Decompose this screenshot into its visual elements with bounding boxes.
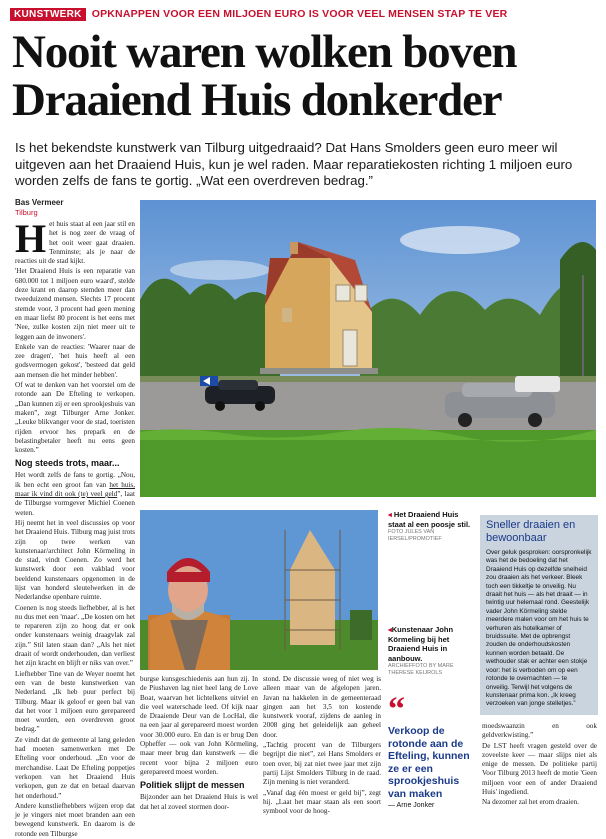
paragraph	[15, 471, 135, 517]
caption-arrow: ◂	[388, 510, 392, 519]
paragraph: stond. De discussie weeg of niet weg is alleen maar van de afgelopen jaren. Javan na hakkelen in de gemeenteraad gingen aan het 3,5 ton kostende kunstwerk vooraf, zijdens de aanleg in 2008 ging het geleidelijk aan geheel door.	[263, 675, 381, 739]
paragraph: Andere kunstliefhebbers wijzen erop dat je je vingers niet moet branden aan een bewegend kunstwerk. En daarom is de rotonde een Tilburgse	[15, 801, 135, 838]
intro-line-1: Is het bekendste kunstwerk van Tilburg uitgedraaid? Dat Hans Smolders geen euro meer wil	[15, 140, 558, 155]
headline	[12, 28, 602, 124]
byline-place: Tilburg	[15, 208, 38, 217]
paragraph: Na dezomer zal het erom draaien.	[482, 798, 579, 807]
column-4	[482, 722, 597, 832]
sidebar-title: Sneller draaien en bewoonbaar	[486, 519, 576, 544]
paragraph: 'Het Draaiend Huis is een reparatie van 680.000 tot 1 miljoen euro waard', stelde deze krant en daarop stemden meer dan tweeduizend mensen. Slechts 17 procent stemde voor, 3 procent had geen mening en maar liefst 80 procent is het eens met 'Nee, zulke kosten zijn niet meer uit te leggen aan de inwoners'.	[15, 267, 135, 341]
subheading: Nog steeds trots, maar...	[15, 458, 120, 469]
caption-text: Het Draaiend Huis staat al een poosje stil.	[388, 510, 471, 529]
column-2	[140, 675, 258, 833]
pull-quote	[388, 691, 480, 809]
paragraph: Enkele van de reacties: 'Waarer naar de zee dragen', 'het huis heeft al een godsvermogen gekost', 'besteed dat geld aan mensen die het minder hebben'.	[15, 342, 135, 379]
sidebar-body: Over geluk gesproken: oorspronkelijk was het de bedoeling dat het Draaiend Huis op dezelfde snelheid zou draaien als het verkeer. Bleek toch een tikkeltje te onveilig. Nu draait het huis — als het draait — in twintig uur helemaal rond. Geestelijk vader John Körmeling stelde meerdere malen voor om het huis te verhuren als hotelkamer of bruidssuite. Met de opbrengst zouden de onderhoudskosten kunnen worden betaald. De wethouder stak er achter een stokje voor: het is verboden om op een rotonde te overnachten — te onveilig. Terwijl het volgens de kunstenaar prima kon. „Ik kreeg verzoeken van jonge stelletjes.”	[486, 549, 592, 708]
paragraph: moedswaanzin en ook geldverkwisting.”	[482, 722, 597, 740]
kicker	[10, 6, 507, 22]
underlined-text: het huis, maar ik vind dit ook (te) veel geld	[15, 480, 136, 499]
intro-line-3: worden zelfs de fans te gortig. „Wat een overdreven bedrag.”	[15, 173, 373, 188]
main-photo	[140, 200, 596, 497]
draaiend-huis-photo	[140, 200, 596, 497]
quote-text: Verkoop de rotonde aan de Efteling, kunnen ze er een sprookjeshuis van maken	[388, 725, 470, 800]
photo-credit: FOTO JULES VAN IERSEL/PROMOTIEF	[388, 529, 442, 542]
column-1	[15, 216, 136, 838]
column-3	[263, 675, 381, 833]
paragraph: „Tachtig procent van de Tilburgers begrijpt die niet”, zei Hans Smolders er toen over, bij zat niet twee jaar met zijn partij Lijst Smolders Tilburg in de raad. Zijn mening is niet veranderd.	[263, 741, 381, 787]
paragraph: „Vanaf dag één moest er geld bij”, zegt hij. „Laat het maar staan als een soort symbool voor de hoog-	[263, 788, 381, 816]
artist-photo-image	[140, 510, 378, 670]
paragraph: Hij neemt het in veel discussies op voor het Draaiend Huis. Tilburg mag juist trots zijn op twee werken van kunstenaar/architect John Körmeling in de stad, vindt Coenen. Zo werd het kunstwerk door een vakblad voor beeldend kunstenaars opgenomen in de lijst van honderd sleutelwerken in de Nederlandse openbare ruimte.	[15, 518, 135, 602]
paragraph: burgse kunsgeschiedenis aan hun zij. In de Piushaven lag niet heel lang de Love Boat, waarvan het lichtelkens uitviel en die veel waterschade leed. Of kijk naar de Draaiende Deur van de LocHal, die na een jaar al gerepareerd moest worden voor 30.000 euro. En dan is er brug Den Opheffer — ook van John Körmeling, maar meer brug dan kunstwerk — die recent voor bijna 2 miljoen euro gerepareerd moest worden.	[140, 675, 258, 776]
caption-arrow: ◂	[388, 625, 392, 634]
paragraph: Bijzonder aan het Draaiend Huis is wel dat het al zoveel stormen door-	[140, 793, 258, 811]
caption-line	[388, 510, 478, 529]
text-run: Het wordt zelfs de fans te gortig. „Nou, ik ben echt een groot fan van	[15, 471, 135, 489]
byline-author: Bas Vermeer	[15, 198, 64, 207]
paragraph: Liefhebber Tine van de Weyer noemt het een van de beste kunstwerken van Nederland. „Ik heb puur perfect bij Tilburg. Maar ik geloof er geen bal van dat het voor 1 miljoen euro gerepareerd moet worden, een overdreven groot bedrag.”	[15, 669, 135, 734]
headline-line-2: Draaiend Huis donkerder	[12, 74, 502, 126]
quote-attribution: — Arne Jonker	[388, 802, 435, 809]
text-run: ”, laat de Tilburgse vormgever Michiel Coenen weten.	[15, 490, 135, 517]
photo-credit: ARCHIEFFOTO BY MARE THERESE KEIJROLS	[388, 663, 454, 676]
section-tag: KUNSTWERK	[10, 8, 86, 21]
intro	[15, 140, 595, 190]
intro-line-2: uitgeven aan het Draaiend Huis, kun je wel raden. Maar reparatiekosten richting 1 miljoen euro	[15, 156, 573, 172]
subheading: Politiek slijpt de messen	[140, 780, 245, 791]
paragraph: Coenen is nog steeds liefhebber, al is het nu dus met een 'maar'. „De kosten om het te repareren zijn zo hoog dat er ook onder kunstenaars weinig draagvlak zal zijn.” Stil laten staan dan? „Als het niet draait of wordt onderhouden, dan verliest het zijn kracht en blijft er niks van over.”	[15, 603, 135, 668]
caption-text: Kunstenaar John Körmeling bij het Draaiend Huis in aanbouw.	[388, 625, 454, 663]
paragraph: De LST heeft vragen gesteld over de zoveelste keer — maar slijps niet als enige de messen. De politieke partij Voor Tilburg 2013 heeft de motie 'Geen miljoen voor een of ander Draaiend Huis' ingediend.	[482, 741, 597, 797]
caption-line	[388, 625, 478, 663]
artist-photo-caption	[388, 625, 478, 677]
paragraph: Of wat te denken van het voorstel om de rotonde aan De Efteling te verkopen. „Dan kunnen zij er een sprookjeshuis van maken”, zegt Tilburger Arne Jonker. „Leuke blikvanger voor de stad, toeristen rijden ervoor hes prepark en de belastingbetaler heeft nu eens geen kosten.”	[15, 381, 135, 455]
quote-mark: “	[388, 691, 405, 728]
sidebar-box	[480, 515, 598, 715]
kicker-text: OPKNAPPEN VOOR EEN MILJOEN EURO IS VOOR VEEL MENSEN STAP TE VER	[91, 8, 508, 20]
headline-line-1: Nooit waren wolken boven	[12, 26, 517, 78]
paragraph: et huis staat al een jaar stil en het is nog zeer de vraag of het ooit weer gaat draaien. Tenminste; als je naar de reacties uit de stad kijkt.	[15, 220, 135, 266]
paragraph: Ze vindt dat de gemeente al lang geleden had moeten samenwerken met De Efteling voor onderhoud. „En voor de merchandise. Laat De Efteling poppetjes verkopen van het Draaiend Huis verkopen, gun ze dat en betaal daarvan het onderhoud.”	[15, 735, 135, 800]
main-photo-caption	[388, 510, 478, 543]
artist-photo	[140, 510, 378, 670]
dropcap: H	[15, 216, 47, 261]
